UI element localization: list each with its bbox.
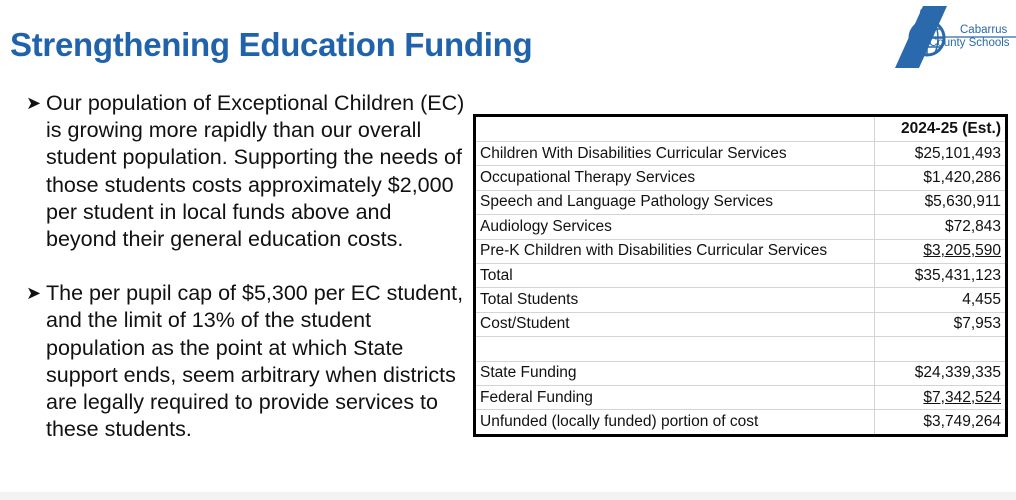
bullet-list: [26, 90, 466, 470]
row-value: $24,339,335: [875, 361, 1007, 385]
row-value: [875, 337, 1007, 361]
row-value: $5,630,911: [875, 190, 1007, 214]
row-label: Occupational Therapy Services: [475, 166, 875, 190]
row-label: Cost/Student: [475, 312, 875, 336]
table-row: [475, 312, 1007, 336]
table-row: [475, 239, 1007, 263]
arrow-bullet-icon: ➤: [26, 283, 42, 304]
funding-table: [473, 114, 1008, 437]
row-label: Unfunded (locally funded) portion of cost: [475, 410, 875, 435]
row-value: $3,749,264: [875, 410, 1007, 435]
cabarrus-county-schools-logo-icon: [893, 2, 1016, 70]
table-header-row: [475, 116, 1007, 142]
table-row: [475, 166, 1007, 190]
table-row: [475, 288, 1007, 312]
row-value: $25,101,493: [875, 142, 1007, 166]
footer-bar: [0, 492, 1016, 500]
row-value: $7,342,524: [875, 385, 1007, 409]
row-label: Speech and Language Pathology Services: [475, 190, 875, 214]
slide-title: Strengthening Education Funding: [10, 26, 533, 63]
arrow-bullet-icon: ➤: [26, 93, 42, 113]
row-label: Federal Funding: [475, 385, 875, 409]
header-year: 2024-25 (Est.): [875, 116, 1007, 142]
table-row: [475, 410, 1007, 435]
table-row: [475, 263, 1007, 287]
row-label: Audiology Services: [475, 215, 875, 239]
bullet-text: Our population of Exceptional Children (EC) is growing more rapidly than our overall student population. Supporting the needs of those students costs approximately $2,000 per student in local funds above and beyond their general education costs.: [46, 91, 465, 252]
row-value: $3,205,590: [875, 239, 1007, 263]
row-value: $35,431,123: [875, 263, 1007, 287]
row-label: Children With Disabilities Curricular Services: [475, 142, 875, 166]
logo-line2: County Schools: [929, 37, 1010, 49]
table-row: [475, 190, 1007, 214]
header-empty: [475, 116, 875, 142]
row-value: 4,455: [875, 288, 1007, 312]
table-row: [475, 337, 1007, 361]
row-label: Pre-K Children with Disabilities Curricular Services: [475, 239, 875, 263]
table-row: [475, 385, 1007, 409]
row-label: [475, 337, 875, 361]
table-row: [475, 142, 1007, 166]
table-row: [475, 361, 1007, 385]
logo-line1: Cabarrus: [960, 24, 1008, 36]
bullet-item: [26, 90, 466, 253]
row-value: $72,843: [875, 215, 1007, 239]
row-label: State Funding: [475, 361, 875, 385]
row-label: Total Students: [475, 288, 875, 312]
table-row: [475, 215, 1007, 239]
bullet-item: [26, 280, 466, 443]
row-value: $1,420,286: [875, 166, 1007, 190]
bullet-text: The per pupil cap of $5,300 per EC student, and the limit of 13% of the student population as the point at which State support ends, seem arbitrary when districts are legally required to provide services to these students.: [46, 281, 464, 442]
row-label: Total: [475, 263, 875, 287]
row-value: $7,953: [875, 312, 1007, 336]
